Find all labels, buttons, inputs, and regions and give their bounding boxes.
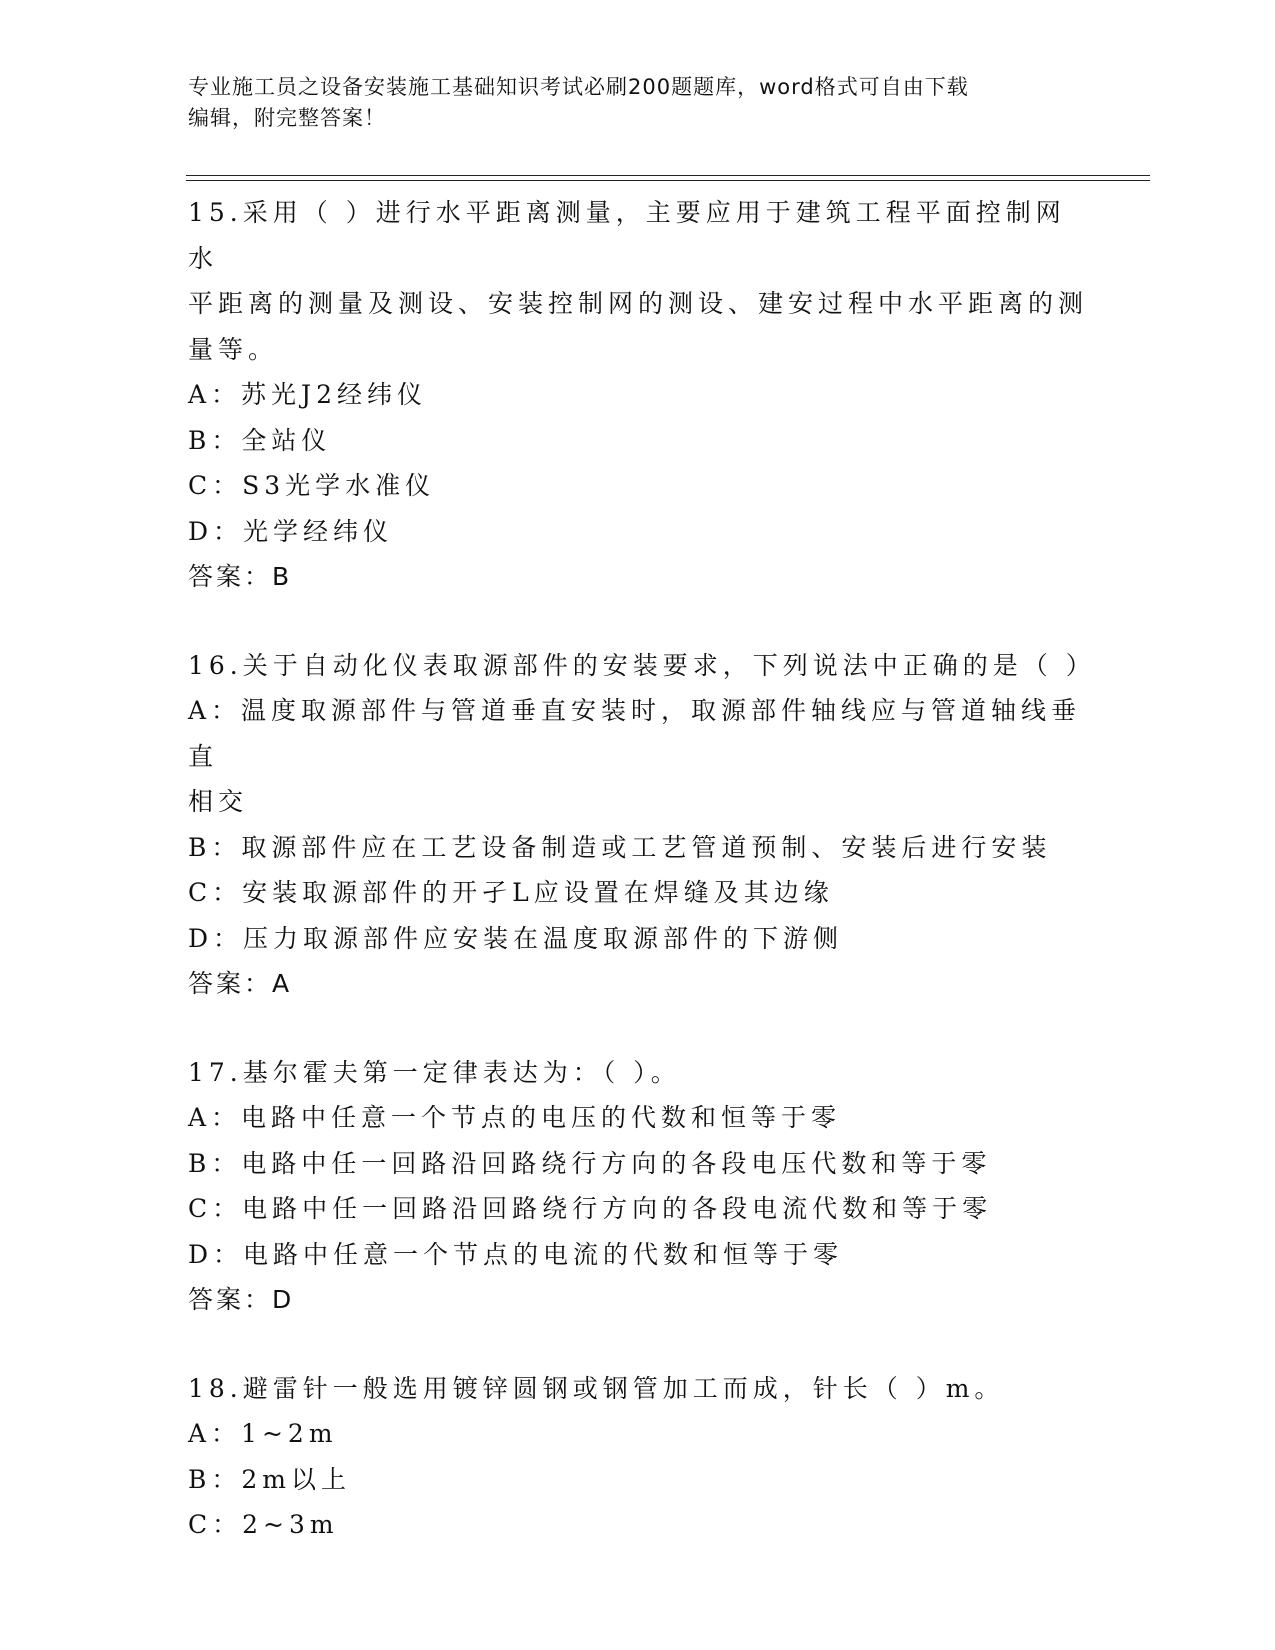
answer-option: B：电路中任一回路沿回路绕行方向的各段电压代数和等于零 bbox=[188, 1148, 992, 1178]
header-line-2: 编辑，附完整答案！ bbox=[188, 106, 386, 130]
answer-line bbox=[188, 1277, 1088, 1323]
answer-label: 答案： bbox=[188, 1285, 273, 1314]
question-stem-line: 量等。 bbox=[188, 334, 279, 364]
answer-option: B：全站仪 bbox=[188, 425, 332, 455]
question-block bbox=[188, 1366, 1088, 1548]
answer-option: A：1~2m bbox=[188, 1419, 338, 1448]
answer-label: 答案： bbox=[188, 562, 273, 591]
answer-option: D：压力取源部件应安装在温度取源部件的下游侧 bbox=[188, 923, 844, 953]
question-stem-line: 18.避雷针一般选用镀锌圆钢或钢管加工而成，针长（ ）m。 bbox=[188, 1373, 1005, 1403]
question-block bbox=[188, 190, 1088, 600]
question-stem-line: 17.基尔霍夫第一定律表达为：（ ）。 bbox=[188, 1057, 681, 1087]
answer-option: C：电路中任一回路沿回路绕行方向的各段电流代数和等于零 bbox=[188, 1194, 993, 1223]
answer-option: A：温度取源部件与管道垂直安装时，取源部件轴线应与管道轴线垂直 bbox=[188, 696, 1082, 771]
option-list bbox=[188, 372, 1088, 554]
header-rule-bottom bbox=[186, 180, 1150, 181]
answer-option: D：光学经纬仪 bbox=[188, 516, 394, 546]
header-line-1: 专业施工员之设备安装施工基础知识考试必刷200题题库，word格式可自由下载 bbox=[188, 75, 969, 99]
answer-value: D bbox=[272, 1285, 294, 1314]
question-stem-line: 15.采用（ ）进行水平距离测量，主要应用于建筑工程平面控制网水 bbox=[188, 198, 1066, 273]
answer-option: C：2~3m bbox=[188, 1510, 339, 1539]
answer-option: D：电路中任意一个节点的电流的代数和恒等于零 bbox=[188, 1239, 844, 1269]
option-list bbox=[188, 1411, 1088, 1548]
answer-option: B：取源部件应在工艺设备制造或工艺管道预制、安装后进行安装 bbox=[188, 832, 1052, 862]
option-list bbox=[188, 1095, 1088, 1277]
document-header bbox=[188, 72, 1088, 134]
answer-option: A：电路中任意一个节点的电压的代数和恒等于零 bbox=[188, 1103, 842, 1132]
question-list bbox=[188, 190, 1096, 1591]
option-list bbox=[188, 688, 1088, 961]
answer-option: A：苏光J2经纬仪 bbox=[188, 380, 427, 409]
answer-line bbox=[188, 961, 1088, 1007]
answer-option: C：安装取源部件的开孑L应设置在焊缝及其边缘 bbox=[188, 878, 834, 907]
question-block bbox=[188, 643, 1096, 1007]
question-stem-line: 16.关于自动化仪表取源部件的安装要求，下列说法中正确的是（ ） bbox=[188, 650, 1096, 680]
answer-value: A bbox=[272, 969, 292, 998]
answer-value: B bbox=[272, 562, 292, 591]
answer-label: 答案： bbox=[188, 969, 273, 998]
answer-option: C：S3光学水准仪 bbox=[188, 471, 436, 500]
header-rule-top bbox=[186, 175, 1150, 176]
question-block bbox=[188, 1050, 1088, 1323]
answer-line bbox=[188, 554, 1088, 600]
answer-option: 相交 bbox=[188, 787, 249, 816]
question-stem-line: 平距离的测量及测设、安装控制网的测设、建安过程中水平距离的测 bbox=[188, 289, 1089, 318]
answer-option: B：2m以上 bbox=[188, 1464, 351, 1494]
